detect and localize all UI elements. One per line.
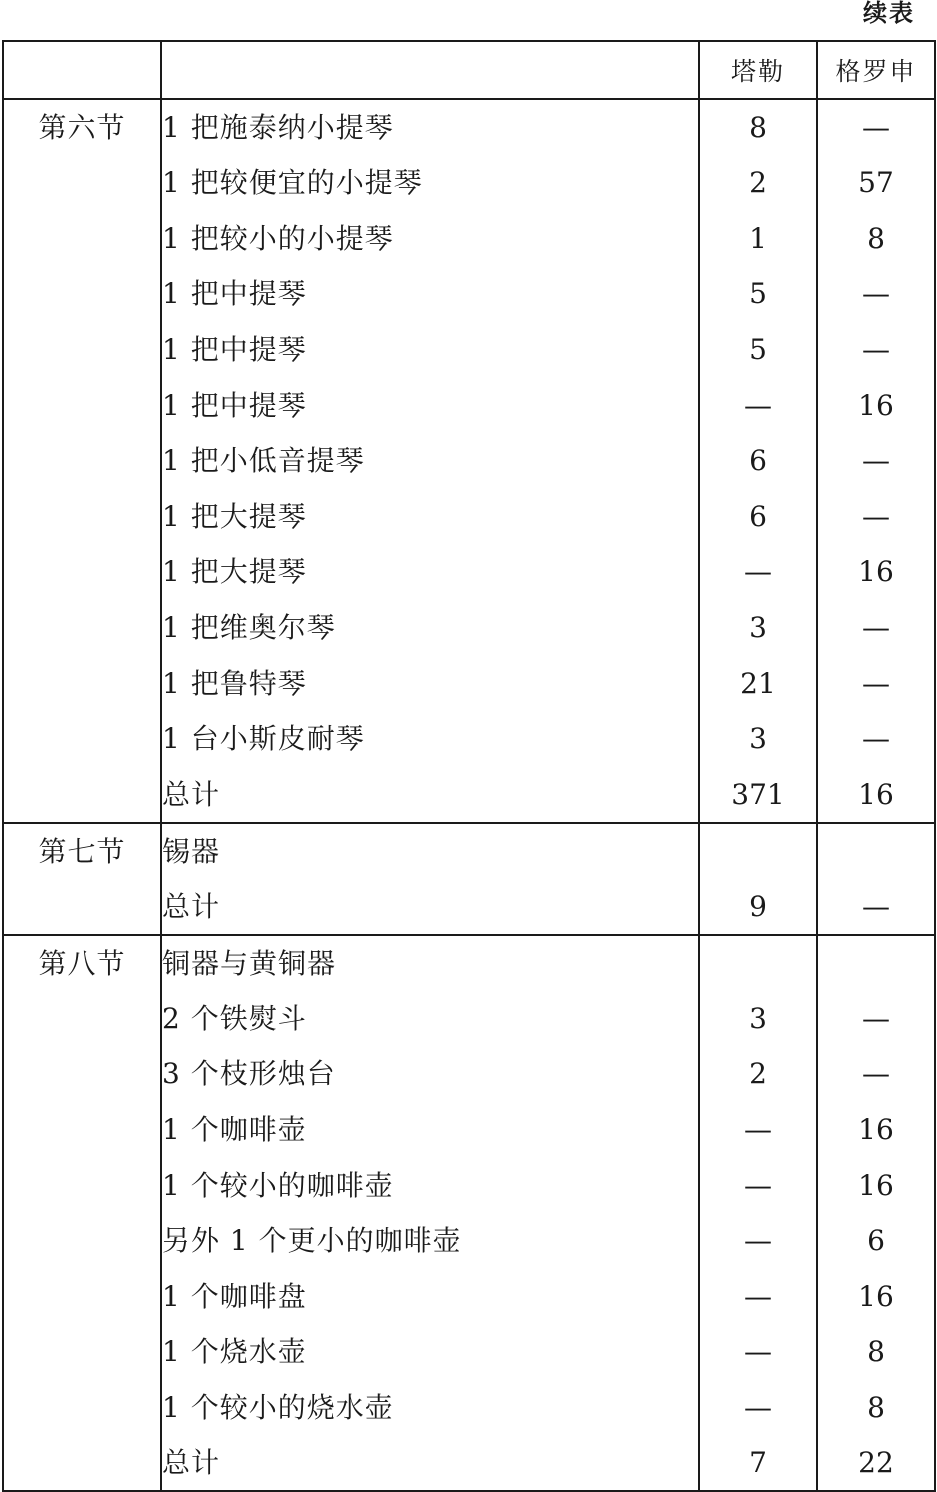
item-cell: 总计 (161, 879, 699, 935)
item-cell: 1 个咖啡壶 (161, 1102, 699, 1158)
groschen-cell: — (862, 611, 890, 645)
groschen-cell: — (862, 1001, 890, 1035)
taller-cell: 3 (699, 991, 817, 1047)
groschen-cell: 22 (858, 1446, 894, 1480)
taller-cell: 5 (699, 322, 817, 378)
groschen-cell: — (862, 444, 890, 478)
item-column-header (161, 41, 699, 99)
item-cell: 1 台小斯皮耐琴 (161, 711, 699, 767)
groschen-cell: 16 (858, 1279, 894, 1313)
item-cell: 1 把较便宜的小提琴 (161, 155, 699, 211)
section-name: 第六节 (3, 99, 161, 823)
taller-cell: — (699, 1269, 817, 1325)
taller-cell: 7 (699, 1435, 817, 1491)
item-cell: 1 把大提琴 (161, 489, 699, 545)
taller-cell: — (699, 1380, 817, 1436)
taller-cell: 1 (699, 211, 817, 267)
taller-column-header: 塔勒 (699, 41, 817, 99)
taller-cell (699, 935, 817, 991)
item-cell: 1 把小低音提琴 (161, 433, 699, 489)
table-row (3, 99, 935, 155)
taller-cell: 6 (699, 433, 817, 489)
taller-cell: 2 (699, 155, 817, 211)
taller-cell: — (699, 1324, 817, 1380)
groschen-cell: — (862, 333, 890, 367)
item-cell: 1 个烧水壶 (161, 1324, 699, 1380)
groschen-cell: — (862, 666, 890, 700)
taller-cell: 371 (699, 767, 817, 823)
item-cell: 1 把维奥尔琴 (161, 600, 699, 656)
groschen-cell: 57 (858, 166, 894, 200)
item-cell: 1 把中提琴 (161, 322, 699, 378)
table-row (3, 823, 935, 879)
item-cell: 1 把鲁特琴 (161, 655, 699, 711)
table-header-row (3, 41, 935, 99)
item-cell: 2 个铁熨斗 (161, 991, 699, 1047)
groschen-cell: — (862, 277, 890, 311)
groschen-cell: — (862, 499, 890, 533)
continued-table-label: 续表 (863, 0, 915, 27)
taller-cell: — (699, 544, 817, 600)
taller-cell (699, 823, 817, 879)
taller-cell: — (699, 1213, 817, 1269)
item-cell: 1 个较小的咖啡壶 (161, 1157, 699, 1213)
item-cell: 总计 (161, 1435, 699, 1491)
item-cell: 1 把施泰纳小提琴 (161, 99, 699, 155)
section-name: 第八节 (3, 935, 161, 1492)
groschen-cell: 8 (867, 221, 885, 255)
section-group (3, 935, 935, 1492)
groschen-cell: 16 (858, 777, 894, 811)
groschen-cell: 16 (858, 1168, 894, 1202)
groschen-cell: — (862, 1057, 890, 1091)
section-group (3, 99, 935, 823)
taller-cell: — (699, 377, 817, 433)
section-name: 第七节 (3, 823, 161, 935)
groschen-cell: 8 (867, 1335, 885, 1369)
groschen-cell: 6 (867, 1224, 885, 1258)
item-cell: 铜器与黄铜器 (161, 935, 699, 991)
item-cell: 1 个较小的烧水壶 (161, 1380, 699, 1436)
groschen-cell: 16 (858, 388, 894, 422)
taller-cell: 3 (699, 711, 817, 767)
groschen-cell: 16 (858, 1113, 894, 1147)
item-cell: 另外 1 个更小的咖啡壶 (161, 1213, 699, 1269)
taller-cell: 6 (699, 489, 817, 545)
taller-cell: 8 (699, 99, 817, 155)
taller-cell: — (699, 1102, 817, 1158)
section-column-header (3, 41, 161, 99)
item-cell: 1 个咖啡盘 (161, 1269, 699, 1325)
taller-cell: 5 (699, 266, 817, 322)
item-cell: 1 把中提琴 (161, 377, 699, 433)
item-cell: 总计 (161, 767, 699, 823)
groschen-column-header: 格罗申 (817, 41, 935, 99)
groschen-cell: 8 (867, 1390, 885, 1424)
taller-cell: — (699, 1157, 817, 1213)
groschen-cell: — (862, 889, 890, 923)
item-cell: 3 个枝形烛台 (161, 1046, 699, 1102)
item-cell: 1 把中提琴 (161, 266, 699, 322)
table-row (3, 935, 935, 991)
groschen-cell (817, 823, 935, 879)
item-cell: 锡器 (161, 823, 699, 879)
item-cell: 1 把大提琴 (161, 544, 699, 600)
item-cell: 1 把较小的小提琴 (161, 211, 699, 267)
groschen-cell: 16 (858, 555, 894, 589)
groschen-cell (817, 935, 935, 991)
groschen-cell: — (862, 722, 890, 756)
section-group (3, 823, 935, 935)
taller-cell: 21 (699, 655, 817, 711)
taller-cell: 2 (699, 1046, 817, 1102)
groschen-cell: — (817, 99, 935, 155)
inventory-table (2, 40, 936, 1492)
taller-cell: 3 (699, 600, 817, 656)
taller-cell: 9 (699, 879, 817, 935)
